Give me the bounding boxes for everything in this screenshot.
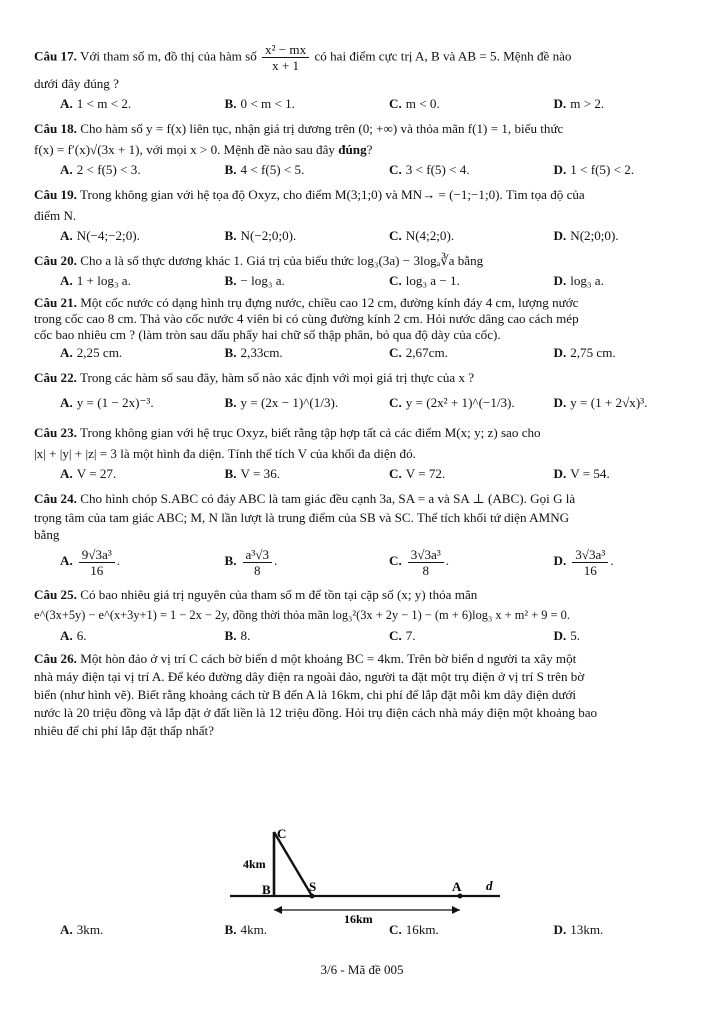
question-25: [34, 584, 692, 646]
answer-options: [34, 271, 692, 291]
option-key: C.: [389, 553, 402, 568]
option-b[interactable]: [199, 343, 364, 363]
option-b[interactable]: [199, 271, 364, 291]
option-key: B.: [224, 228, 237, 243]
option-text: 13km.: [570, 922, 604, 937]
question-21: [34, 295, 692, 363]
question-label: Câu 26.: [34, 651, 77, 666]
question-26-options: [34, 920, 692, 944]
option-key: B.: [224, 628, 237, 643]
option-text: V = 27.: [76, 466, 117, 481]
answer-options: [34, 542, 692, 580]
option-key: B.: [224, 466, 237, 481]
option-b[interactable]: [199, 226, 364, 246]
option-d[interactable]: [528, 160, 693, 180]
option-key: D.: [553, 395, 567, 410]
question-text: Một hòn đảo ở vị trí C cách bờ biển d một khoảng BC = 4km. Trên bờ biển d người ta xây một: [80, 651, 577, 666]
option-text: 1 + log₃ a.: [76, 273, 131, 288]
question-text: |x| + |y| + |z| = 3 là một hình đa diện. Tính thể tích V của khối đa diện đó.: [34, 446, 416, 461]
option-key: C.: [389, 466, 402, 481]
question-text: Một cốc nước có dạng hình trụ đựng nước, chiều cao 12 cm, đường kính đáy 4 cm, lượng nước: [80, 295, 579, 310]
option-d[interactable]: [528, 920, 693, 940]
option-d[interactable]: [528, 94, 693, 114]
question-label: Câu 21.: [34, 295, 77, 310]
option-text: N(−4;−2;0).: [76, 228, 140, 243]
label-b: B: [262, 882, 271, 897]
option-text: y = (2x − 1)^(1/3).: [240, 395, 339, 410]
option-key: D.: [553, 922, 567, 937]
option-text: 1 < f(5) < 2.: [570, 162, 635, 177]
option-text: 7.: [405, 628, 416, 643]
question-text: nhiêu để chi phí lắp đặt thấp nhất?: [34, 723, 214, 738]
answer-options: [34, 94, 692, 114]
option-text: y = (1 + 2√x)³.: [570, 395, 648, 410]
option-key: A.: [60, 96, 73, 111]
answer-options: [34, 464, 692, 484]
option-b[interactable]: [199, 464, 364, 484]
option-c[interactable]: [363, 160, 528, 180]
label-ba-length: 16km: [344, 912, 373, 924]
question-text: f(x) = f′(x)√(3x + 1), với mọi x > 0. Mệnh đề nào sau đây: [34, 142, 339, 157]
option-a[interactable]: [34, 920, 199, 940]
question-text: trọng tâm của tam giác ABC; M, N lần lượt là trung điểm của SB và SC. Thể tích khối tứ diện AMNG: [34, 510, 570, 525]
option-text: 4 < f(5) < 5.: [240, 162, 305, 177]
option-c[interactable]: [363, 388, 528, 418]
option-text: 0 < m < 1.: [240, 96, 295, 111]
option-text: V = 54.: [570, 466, 610, 481]
option-c[interactable]: [363, 464, 528, 484]
option-c[interactable]: [363, 94, 528, 114]
option-d[interactable]: [528, 226, 693, 246]
option-a[interactable]: [34, 464, 199, 484]
fraction-numerator: 3√3a³: [408, 547, 444, 563]
option-b[interactable]: B. $\frac{\text{a³√3}}{8}$ .: [224, 546, 278, 578]
option-text: N(4;2;0).: [405, 228, 455, 243]
question-text: Trong không gian với hệ tọa độ Oxyz, cho điểm M(3;1;0) và MN→ = (−1;−1;0). Tìm tọa độ của: [79, 187, 585, 202]
option-key: A.: [60, 162, 73, 177]
option-key: B.: [224, 553, 237, 568]
fraction: [408, 547, 444, 578]
coastline-diagram: [230, 828, 502, 924]
option-key: C.: [389, 628, 402, 643]
option-text: 1 < m < 2.: [76, 96, 132, 111]
question-text: Với tham số m, đồ thị của hàm số: [79, 48, 261, 64]
option-a[interactable]: [34, 94, 199, 114]
option-text: 2,33cm.: [240, 345, 283, 360]
answer-options: [34, 388, 692, 418]
question-23: [34, 422, 692, 484]
answer-options: [34, 626, 692, 646]
option-key: C.: [389, 345, 402, 360]
question-text: ?: [366, 142, 373, 157]
option-text: 5.: [570, 628, 581, 643]
answer-options: [34, 226, 692, 246]
page-footer: 3/6 - Mã đề 005: [320, 962, 404, 977]
option-text: − log₃ a.: [240, 273, 285, 288]
fraction-denominator: 8: [422, 562, 430, 578]
option-d[interactable]: [528, 271, 693, 291]
option-key: A.: [60, 553, 73, 568]
option-text: y = (1 − 2x)⁻³.: [76, 395, 154, 410]
question-24: [34, 488, 692, 580]
question-26: [34, 650, 692, 740]
question-text: cốc bao nhiêu cm ? (làm tròn sau dấu phẩy hai chữ số thập phân, bỏ qua độ dày của cốc).: [34, 327, 501, 342]
question-text: điểm N.: [34, 208, 77, 223]
emphasis-text: đúng: [338, 142, 367, 157]
label-bc-length: 4km: [243, 857, 266, 871]
option-c[interactable]: [363, 626, 528, 646]
option-text: N(−2;0;0).: [240, 228, 297, 243]
option-c[interactable]: C. $\frac{\text{3√3a³}}{8}$ .: [389, 546, 450, 578]
option-text: V = 72.: [405, 466, 446, 481]
option-key: A.: [60, 628, 73, 643]
option-key: C.: [389, 395, 402, 410]
option-text: 6.: [76, 628, 87, 643]
label-c: C: [277, 828, 287, 841]
option-key: D.: [553, 466, 567, 481]
label-s: S: [309, 879, 317, 894]
option-text: 3 < f(5) < 4.: [405, 162, 470, 177]
option-d[interactable]: D. $\frac{\text{3√3a³}}{16}$ .: [553, 546, 614, 578]
option-key: A.: [60, 345, 73, 360]
option-c[interactable]: [363, 226, 528, 246]
option-key: B.: [224, 273, 237, 288]
option-d[interactable]: [528, 626, 693, 646]
question-text: có hai điểm cực trị A, B và AB = 5. Mệnh đề nào: [314, 48, 572, 64]
option-key: B.: [224, 162, 237, 177]
question-text: bằng: [34, 527, 60, 542]
option-text: 2,75 cm.: [570, 345, 616, 360]
question-text: biển (như hình vẽ). Biết rằng khoảng cách từ B đến A là 16km, chi phí để lắp đặt mỗi km dây điện dưới: [34, 687, 577, 702]
option-c[interactable]: [363, 920, 528, 940]
question-label: Câu 23.: [34, 425, 77, 440]
question-label: Câu 25.: [34, 587, 77, 602]
question-label: Câu 18.: [34, 121, 77, 136]
option-c[interactable]: [363, 343, 528, 363]
option-text: log₃ a.: [570, 273, 604, 288]
question-text: dưới đây đúng ?: [34, 76, 119, 91]
option-b[interactable]: [199, 388, 364, 418]
option-key: A.: [60, 273, 73, 288]
fraction-denominator: 8: [253, 562, 261, 578]
answer-options: [34, 343, 692, 363]
option-key: B.: [224, 395, 237, 410]
option-text: m < 0.: [405, 96, 440, 111]
option-key: D.: [553, 345, 567, 360]
fraction-denominator: x + 1: [272, 58, 300, 73]
option-text: y = (2x² + 1)^(−1/3).: [405, 395, 515, 410]
question-20: [34, 250, 692, 291]
fraction-numerator: a³√3: [243, 547, 272, 563]
option-key: A.: [60, 466, 73, 481]
option-text: 8.: [240, 628, 251, 643]
fraction: [243, 547, 272, 578]
option-key: A.: [60, 922, 73, 937]
option-key: C.: [389, 162, 402, 177]
answer-options: [34, 160, 692, 180]
question-text: nhà máy điện tại vị trí A. Để kéo đường dây điện ra ngoài đảo, người ta đặt một trụ điện ở vị trí S trên bờ: [34, 669, 585, 684]
option-text: 4km.: [240, 922, 268, 937]
option-key: D.: [553, 273, 567, 288]
option-key: A.: [60, 228, 73, 243]
option-a[interactable]: [34, 271, 199, 291]
option-key: C.: [389, 96, 402, 111]
option-text: log₃ a − 1.: [405, 273, 460, 288]
option-text: 3km.: [76, 922, 104, 937]
answer-options: [34, 920, 692, 940]
option-text: m > 2.: [570, 96, 605, 111]
option-text: 2,25 cm.: [76, 345, 123, 360]
question-19: [34, 184, 692, 246]
option-text: 16km.: [405, 922, 439, 937]
fraction-denominator: 16: [583, 562, 597, 578]
option-key: C.: [389, 273, 402, 288]
exam-page: [34, 42, 692, 740]
fraction: [262, 42, 309, 73]
question-text: Cho hình chóp S.ABC có đáy ABC là tam giác đều cạnh 3a, SA = a và SA ⊥ (ABC). Gọi G là: [80, 491, 576, 506]
arrow-head-right: [452, 906, 460, 914]
option-key: D.: [553, 96, 567, 111]
question-18: [34, 118, 692, 180]
question-label: Câu 19.: [34, 187, 77, 202]
option-key: C.: [389, 922, 402, 937]
fraction-numerator: 9√3a³: [79, 547, 115, 563]
question-22: [34, 367, 692, 418]
option-text: 2 < f(5) < 3.: [76, 162, 141, 177]
question-text: Trong không gian với hệ trục Oxyz, biết rằng tập hợp tất cả các điểm M(x; y; z) sao cho: [79, 425, 541, 440]
point-s: [310, 894, 315, 899]
option-key: D.: [553, 553, 567, 568]
option-a[interactable]: [34, 226, 199, 246]
label-d: d: [486, 878, 493, 893]
question-text: Cho hàm số y = f(x) liên tục, nhận giá trị dương trên (0; +∞) và thỏa mãn f(1) = 1, biểu thức: [80, 121, 564, 136]
option-d[interactable]: [528, 464, 693, 484]
question-text: trong cốc cao 8 cm. Thả vào cốc nước 4 viên bi có cùng đường kính 2 cm. Hỏi nước dâng cao cách mép: [34, 311, 579, 326]
question-label: Câu 20.: [34, 253, 77, 268]
option-a[interactable]: [34, 343, 199, 363]
option-text: V = 36.: [240, 466, 281, 481]
question-text: nước là 20 triệu đồng và lắp đặt ở đất liền là 12 triệu đồng. Hỏi trụ điện cách nhà máy điện một khoảng bao: [34, 705, 598, 720]
option-d[interactable]: [528, 343, 693, 363]
option-b[interactable]: [199, 94, 364, 114]
arrow-head-left: [274, 906, 282, 914]
fraction-denominator: 16: [90, 562, 104, 578]
fraction-numerator: x² − mx: [262, 42, 309, 58]
question-text: Cho a là số thực dương khác 1. Giá trị của biểu thức log₃(3a) − 3logₐ∛a bằng: [80, 253, 484, 268]
question-label: Câu 24.: [34, 491, 77, 506]
option-key: B.: [224, 345, 237, 360]
fraction: [572, 547, 608, 578]
segment-cs: [274, 832, 312, 896]
option-d[interactable]: [528, 388, 693, 418]
fraction-numerator: 3√3a³: [572, 547, 608, 563]
question-label: Câu 22.: [34, 370, 77, 385]
question-17: [34, 42, 692, 114]
question-text: e^(3x+5y) − e^(x+3y+1) = 1 − 2x − 2y, đồng thời thỏa mãn log₃²(3x + 2y − 1) − (m + 6)log₃ x + m² + 9 = 0.: [34, 608, 570, 622]
option-a[interactable]: [34, 160, 199, 180]
point-a: [458, 894, 463, 899]
option-b[interactable]: [199, 920, 364, 940]
option-key: D.: [553, 628, 567, 643]
fraction: [79, 547, 115, 578]
option-key: B.: [224, 96, 237, 111]
option-key: A.: [60, 395, 73, 410]
option-b[interactable]: [199, 626, 364, 646]
option-a[interactable]: [34, 388, 199, 418]
label-a: A: [452, 879, 462, 894]
option-text: 2,67cm.: [405, 345, 448, 360]
option-b[interactable]: [199, 160, 364, 180]
question-text: Có bao nhiêu giá trị nguyên của tham số m để tồn tại cặp số (x; y) thỏa mãn: [80, 587, 478, 602]
question-text: Trong các hàm số sau đây, hàm số nào xác định với mọi giá trị thực của x ?: [79, 370, 475, 385]
option-a[interactable]: A. $\frac{\text{9√3a³}}{16}$ .: [60, 546, 121, 578]
option-c[interactable]: [363, 271, 528, 291]
option-a[interactable]: [34, 626, 199, 646]
option-key: D.: [553, 228, 567, 243]
option-key: B.: [224, 922, 237, 937]
option-text: N(2;0;0).: [570, 228, 619, 243]
option-key: D.: [553, 162, 567, 177]
option-key: C.: [389, 228, 402, 243]
question-label: Câu 17.: [34, 48, 77, 64]
